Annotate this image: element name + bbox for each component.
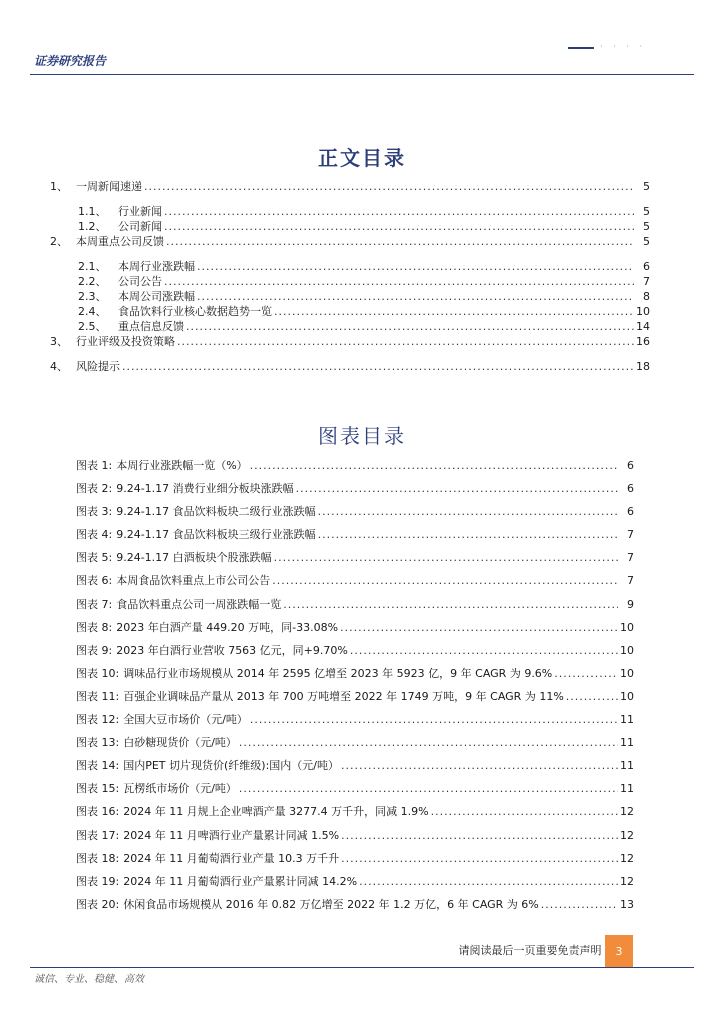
toc-entry-text [78,205,162,219]
toc-entry-text [78,220,162,234]
toc-entry-number: 1、 [50,180,68,193]
toc-entry-label: 一周新闻速递 [76,180,142,193]
toc-entry-number: 图表 8: [76,620,113,634]
toc-entry-number: 图表 20: [76,897,120,911]
figure-toc-entry[interactable] [76,551,634,565]
toc-page-number: 12 [620,851,634,865]
body-toc-entry[interactable] [50,235,650,249]
toc-page-number: 5 [643,205,650,218]
toc-entry-number: 图表 6: [76,574,113,588]
toc-entry-label: 公司公告 [118,275,162,288]
toc-entry-label: 9.24-1.17 食品饮料板块三级行业涨跌幅 [116,528,316,542]
toc-page-number: 10 [620,689,634,703]
toc-entry-text [50,180,142,194]
toc-dot-leader [554,667,618,681]
body-toc-title: 正文目录 [318,146,406,170]
toc-entry-text [76,621,338,635]
toc-dot-leader [186,320,634,334]
toc-entry-text [76,829,339,843]
header-accent-bar [568,47,594,49]
body-toc-entry[interactable] [50,320,650,334]
toc-page-number: 14 [636,320,650,333]
toc-page-number: 5 [643,235,650,248]
figure-toc-entry[interactable] [76,852,634,866]
toc-entry-text [76,551,272,565]
toc-dot-leader [197,290,634,304]
toc-page-number: 6 [627,505,634,519]
toc-dot-leader [341,852,618,866]
toc-dot-leader [164,205,634,219]
toc-entry-label: 瓦楞纸市场价（元/吨） [123,782,237,796]
toc-page-number: 7 [627,551,634,565]
header-decoration: · · · · [600,42,646,51]
body-toc-entry[interactable] [50,290,650,304]
toc-entry-text [76,574,270,588]
toc-entry-number: 2.2、 [78,275,107,288]
toc-entry-number: 图表 11: [76,689,120,703]
toc-entry-text [76,736,237,750]
toc-entry-number: 图表 3: [76,505,113,519]
toc-entry-label: 国内PET 切片现货价(纤维级):国内（元/吨） [123,759,339,773]
toc-entry-number: 图表 13: [76,736,120,750]
toc-page-number: 11 [620,736,634,750]
toc-entry-text [50,335,175,349]
toc-entry-label: 9.24-1.17 白酒板块个股涨跌幅 [116,551,272,565]
figure-toc-entry[interactable] [76,644,634,658]
toc-dot-leader [164,275,634,289]
toc-entry-number: 图表 19: [76,874,120,888]
figure-toc-entry[interactable] [76,875,634,889]
toc-dot-leader [296,482,618,496]
toc-entry-number: 1.1、 [78,205,107,218]
figure-toc-entry[interactable] [76,805,634,819]
figure-toc-entry[interactable] [76,574,634,588]
toc-entry-number: 4、 [50,360,68,373]
toc-entry-number: 2、 [50,235,68,248]
toc-entry-number: 图表 7: [76,597,113,611]
toc-entry-label: 2023 年白酒产量 449.20 万吨，同-33.08% [116,620,339,634]
toc-page-number: 11 [620,782,634,796]
toc-entry-text [76,528,316,542]
toc-entry-number: 2.5、 [78,320,107,333]
page-number: 3 [605,935,633,967]
figure-toc-entry[interactable] [76,690,634,704]
toc-page-number: 10 [620,643,634,657]
toc-entry-label: 公司新闻 [118,220,162,233]
toc-entry-number: 图表 9: [76,643,113,657]
toc-entry-number: 图表 15: [76,782,120,796]
toc-dot-leader [566,690,618,704]
toc-dot-leader [239,736,618,750]
toc-page-number: 6 [643,260,650,273]
toc-dot-leader [283,598,618,612]
figure-toc-entry[interactable] [76,713,634,727]
body-toc-entry[interactable] [50,305,650,319]
toc-entry-text [78,305,272,319]
toc-entry-text [76,782,237,796]
toc-entry-label: 食品饮料行业核心数据趋势一览 [118,305,272,318]
toc-page-number: 11 [620,713,634,727]
toc-entry-text [78,320,184,334]
toc-entry-label: 2024 年 11 月葡萄酒行业产量累计同减 14.2% [123,874,358,888]
toc-entry-label: 全国大豆市场价（元/吨） [123,713,248,727]
toc-entry-text [78,290,195,304]
toc-entry-label: 风险提示 [76,360,120,373]
figure-toc-entry[interactable] [76,598,634,612]
toc-entry-label: 食品饮料重点公司一周涨跌幅一览 [116,597,282,611]
toc-entry-label: 2024 年 11 月葡萄酒行业产量 10.3 万千升 [123,851,340,865]
toc-entry-number: 图表 2: [76,482,113,496]
toc-page-number: 9 [627,597,634,611]
figure-toc-entry[interactable] [76,759,634,773]
toc-entry-label: 本周重点公司反馈 [76,235,164,248]
toc-entry-label: 白砂糖现货价（元/吨） [123,736,237,750]
toc-entry-text [76,644,348,658]
toc-entry-number: 2.3、 [78,290,107,303]
toc-entry-number: 图表 4: [76,528,113,542]
toc-entry-label: 本周行业涨跌幅一览（%） [116,459,248,472]
toc-entry-text [76,713,248,727]
figure-toc-entry[interactable] [76,782,634,796]
figure-toc-entry[interactable] [76,459,634,473]
toc-entry-text [76,852,339,866]
toc-entry-number: 2.1、 [78,260,107,273]
toc-dot-leader [197,260,634,274]
body-toc-entry[interactable] [50,260,650,274]
toc-entry-text [76,690,564,704]
toc-dot-leader [541,898,618,912]
toc-entry-label: 本周公司涨跌幅 [118,290,195,303]
toc-entry-text [76,598,281,612]
toc-entry-label: 2024 年 11 月规上企业啤酒产量 3277.4 万千升，同减 1.9% [123,805,429,819]
toc-entry-label: 百强企业调味品产量从 2013 年 700 万吨增至 2022 年 1749 万吨，9 年 CAGR 为 11% [123,689,564,703]
toc-dot-leader [177,335,634,349]
figure-toc-entry[interactable] [76,829,634,843]
toc-dot-leader [274,551,618,565]
toc-entry-label: 行业评级及投资策略 [76,335,175,348]
toc-dot-leader [350,644,618,658]
toc-entry-label: 9.24-1.17 食品饮料板块二级行业涨跌幅 [116,505,316,519]
toc-page-number: 16 [636,335,650,348]
body-toc-entry[interactable] [50,220,650,234]
toc-dot-leader [341,829,618,843]
footer-motto: 诚信、专业、稳健、高效 [34,974,144,985]
toc-dot-leader [274,305,634,319]
toc-entry-number: 图表 18: [76,851,120,865]
toc-page-number: 10 [620,666,634,680]
toc-entry-text [76,875,357,889]
toc-entry-text [78,260,195,274]
toc-entry-label: 2023 年白酒行业营收 7563 亿元，同+9.70% [116,643,348,657]
toc-entry-text [76,505,316,519]
toc-dot-leader [166,235,634,249]
toc-page-number: 18 [636,360,650,373]
toc-dot-leader [239,782,618,796]
toc-entry-text [76,482,294,496]
toc-page-number: 13 [620,897,634,911]
toc-entry-number: 3、 [50,335,68,348]
toc-entry-number: 图表 14: [76,759,120,773]
toc-dot-leader [359,875,618,889]
toc-page-number: 10 [636,305,650,318]
toc-page-number: 12 [620,828,634,842]
toc-page-number: 6 [627,459,634,472]
toc-dot-leader [250,459,618,473]
figure-toc-entry[interactable] [76,505,634,519]
disclaimer-note: 请阅读最后一页重要免责声明 [458,944,602,957]
toc-page-number: 6 [627,482,634,496]
body-toc-entry[interactable] [50,335,650,349]
report-type-label: 证券研究报告 [34,54,107,68]
toc-entry-label: 行业新闻 [118,205,162,218]
toc-page-number: 5 [643,220,650,233]
toc-entry-text [50,360,120,374]
figure-toc-entry[interactable] [76,667,634,681]
toc-entry-label: 本周食品饮料重点上市公司公告 [116,574,271,588]
body-toc-entry[interactable] [50,180,650,194]
toc-entry-text [76,667,552,681]
toc-entry-number: 图表 16: [76,805,120,819]
toc-entry-label: 9.24-1.17 消费行业细分板块涨跌幅 [116,482,294,496]
toc-entry-label: 2024 年 11 月啤酒行业产量累计同减 1.5% [123,828,340,842]
body-toc-entry[interactable] [50,360,650,374]
toc-entry-number: 1.2、 [78,220,107,233]
toc-page-number: 5 [643,180,650,193]
figure-toc-entry[interactable] [76,482,634,496]
toc-page-number: 11 [620,759,634,773]
toc-entry-text [78,275,162,289]
toc-entry-text [76,805,429,819]
toc-dot-leader [340,621,618,635]
toc-dot-leader [431,805,618,819]
toc-dot-leader [144,180,634,194]
toc-entry-label: 重点信息反馈 [118,320,184,333]
toc-page-number: 12 [620,874,634,888]
toc-entry-label: 本周行业涨跌幅 [118,260,195,273]
toc-page-number: 7 [627,528,634,542]
toc-dot-leader [122,360,634,374]
toc-page-number: 7 [643,275,650,288]
footer-divider [30,967,694,968]
toc-dot-leader [272,574,618,588]
toc-entry-number: 图表 12: [76,713,120,727]
toc-entry-number: 图表 1: [76,459,113,472]
body-toc-entry[interactable] [50,275,650,289]
figure-toc-list [76,459,634,912]
toc-entry-number: 图表 5: [76,551,113,565]
toc-entry-number: 图表 10: [76,666,120,680]
toc-page-number: 10 [620,620,634,634]
toc-entry-label: 休闲食品市场规模从 2016 年 0.82 万亿增至 2022 年 1.2 万亿，6 年 CAGR 为 6% [123,897,539,911]
toc-page-number: 8 [643,290,650,303]
toc-entry-label: 调味品行业市场规模从 2014 年 2595 亿增至 2023 年 5923 亿，9 年 CAGR 为 9.6% [123,666,553,680]
figure-toc-entry[interactable] [76,898,634,912]
figure-toc-entry[interactable] [76,621,634,635]
toc-entry-text [76,759,339,773]
toc-entry-text [50,235,164,249]
toc-dot-leader [164,220,634,234]
toc-entry-text [76,898,539,912]
toc-dot-leader [341,759,618,773]
toc-dot-leader [250,713,618,727]
toc-page-number: 7 [627,574,634,588]
figure-toc-entry[interactable] [76,528,634,542]
toc-dot-leader [318,528,618,542]
toc-entry-number: 2.4、 [78,305,107,318]
body-toc-entry[interactable] [50,205,650,219]
toc-entry-text [76,459,248,473]
header-divider [30,74,694,75]
body-toc-list [50,180,650,374]
toc-dot-leader [318,505,618,519]
figure-toc-title: 图表目录 [318,424,406,448]
toc-entry-number: 图表 17: [76,828,120,842]
figure-toc-entry[interactable] [76,736,634,750]
toc-page-number: 12 [620,805,634,819]
